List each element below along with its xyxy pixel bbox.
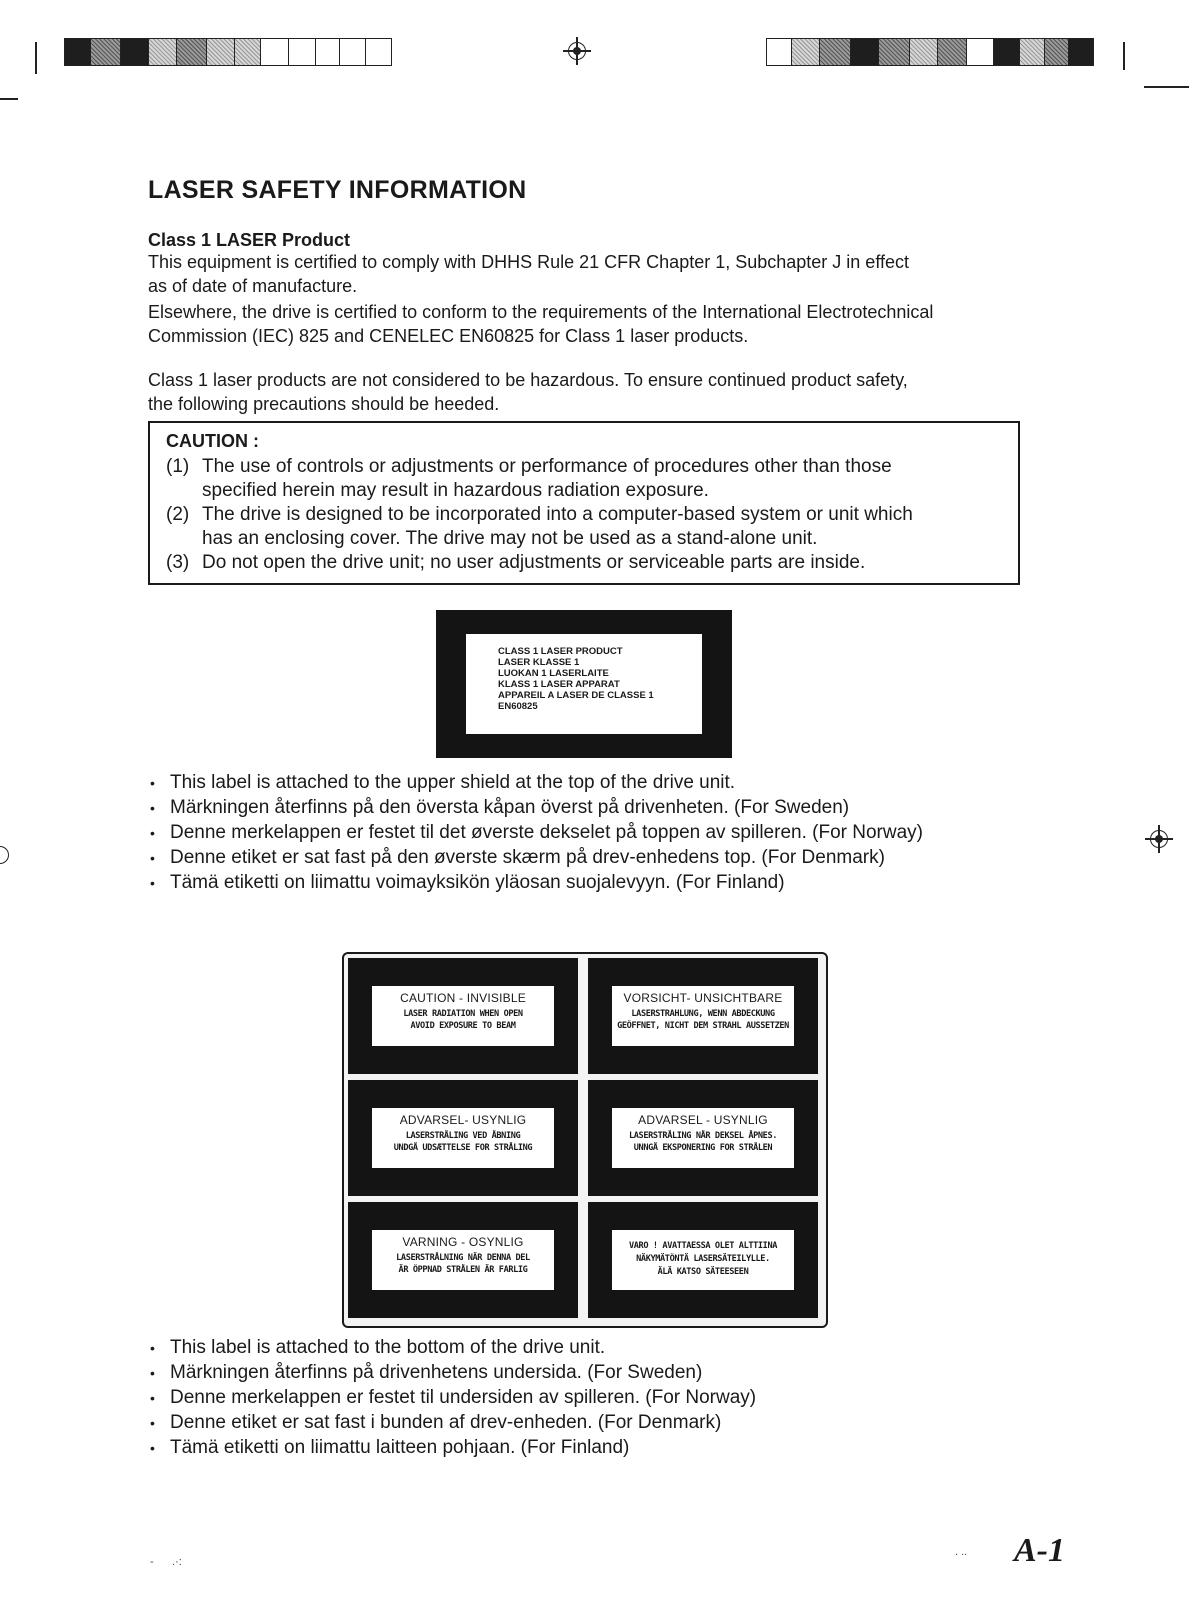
compliance-line: as of date of manufacture.	[148, 276, 358, 296]
color-bar-right	[766, 38, 1094, 66]
warning-label-danish	[348, 1080, 578, 1196]
top-label-notes	[148, 770, 1048, 895]
registration-target-icon	[568, 42, 586, 60]
hazard-line: Class 1 laser products are not considered to be hazardous. To ensure continued product safety,	[148, 370, 908, 390]
scan-specks: . ..	[955, 1546, 968, 1558]
half-target-icon	[0, 846, 9, 864]
warning-label-english	[348, 958, 578, 1074]
warning-line: LASERSTRÅLING NÅR DEKSEL ÅPNES.	[629, 1131, 777, 1141]
list-item: • Denne etiket er sat fast på den øverste skærm på drev-enhedens top. (For Denmark)	[150, 847, 885, 868]
crop-mark-right-vertical	[1123, 42, 1125, 70]
caution-item	[166, 455, 996, 503]
warning-label-german	[588, 958, 818, 1074]
label-line: KLASS 1 LASER APPARAT	[498, 679, 620, 690]
caution-item	[166, 503, 996, 551]
warning-line: NÄKYMÄTÖNTÄ LASERSÄTEILYLLE.	[636, 1254, 770, 1264]
warning-line: LASERSTRÅLNING NÄR DENNA DEL	[396, 1253, 530, 1263]
warning-label-panel	[342, 952, 828, 1328]
warning-line: VARNING - OSYNLIG	[402, 1236, 524, 1248]
hazard-paragraph	[148, 368, 1028, 416]
warning-line: VARO ! AVATTAESSA OLET ALTTIINA	[629, 1241, 777, 1251]
warning-line: UNNGÅ EKSPONERING FOR STRÅLEN	[633, 1143, 773, 1153]
list-item: • Märkningen återfinns på drivenhetens undersida. (For Sweden)	[150, 1362, 703, 1383]
warning-label-swedish	[348, 1202, 578, 1318]
compliance-paragraph	[148, 250, 1028, 298]
caution-title: CAUTION :	[166, 431, 259, 451]
list-item: • Denne merkelappen er festet til det øverste dekselet på toppen av spilleren. (For Norway)	[150, 822, 923, 843]
class1-heading: Class 1 LASER Product	[148, 230, 351, 250]
list-item: • This label is attached to the bottom of the drive unit.	[150, 1337, 606, 1358]
caution-item-line: has an enclosing cover. The drive may not be used as a stand-alone unit.	[202, 528, 818, 549]
label-line: LUOKAN 1 LASERLAITE	[498, 668, 609, 679]
crop-mark-left-vertical	[35, 42, 37, 74]
crop-mark-left-horizontal	[0, 98, 18, 100]
iec-line: Commission (IEC) 825 and CENELEC EN60825 for Class 1 laser products.	[148, 326, 749, 346]
list-item: • Denne merkelappen er festet til undersiden av spilleren. (For Norway)	[150, 1387, 757, 1408]
caution-item-line: The drive is designed to be incorporated into a computer-based system or unit which	[202, 504, 913, 525]
class1-label-plate	[466, 634, 702, 734]
registration-target-icon	[1150, 830, 1168, 848]
list-item: • Tämä etiketti on liimattu laitteen pohjaan. (For Finland)	[150, 1437, 630, 1458]
label-line: EN60825	[498, 701, 538, 712]
label-line: LASER KLASSE 1	[498, 657, 580, 668]
warning-line: ÄR ÖPPNAD STRÅLEN ÄR FARLIG	[398, 1265, 528, 1275]
page-title: LASER SAFETY INFORMATION	[148, 176, 527, 204]
iec-line: Elsewhere, the drive is certified to conform to the requirements of the International Electrotechnical	[148, 302, 934, 322]
caution-item-line: specified herein may result in hazardous radiation exposure.	[202, 480, 709, 501]
warning-label-norwegian	[588, 1080, 818, 1196]
iec-paragraph	[148, 300, 1028, 348]
page-number: A-1	[1014, 1532, 1065, 1569]
caution-item	[166, 551, 996, 575]
warning-line: LASERSTRAHLUNG, WENN ABDECKUNG	[631, 1009, 775, 1019]
list-item: • Tämä etiketti on liimattu voimayksikön yläosan suojalevyyn. (For Finland)	[150, 872, 785, 893]
label-line: CLASS 1 LASER PRODUCT	[498, 646, 623, 657]
caution-item-number: (3)	[166, 552, 190, 573]
list-item: • This label is attached to the upper shield at the top of the drive unit.	[150, 772, 736, 793]
warning-line: ADVARSEL- USYNLIG	[399, 1114, 527, 1126]
warning-label-finnish	[588, 1202, 818, 1318]
warning-line: LASER RADIATION WHEN OPEN	[403, 1009, 523, 1019]
bottom-label-notes	[148, 1335, 1048, 1460]
caution-item-line: The use of controls or adjustments or performance of procedures other than those	[202, 456, 892, 477]
list-item: • Denne etiket er sat fast i bunden af drev-enheden. (For Denmark)	[150, 1412, 722, 1433]
hazard-line: the following precautions should be heeded.	[148, 394, 500, 414]
class1-product-label	[436, 610, 732, 758]
warning-line: VORSICHT- UNSICHTBARE	[623, 992, 783, 1004]
warning-line: AVOID EXPOSURE TO BEAM	[410, 1021, 516, 1031]
scan-specks: - .·:	[150, 1556, 182, 1568]
label-line: APPAREIL A LASER DE CLASSE 1	[498, 690, 654, 701]
caution-item-number: (1)	[166, 456, 190, 477]
warning-line: LASERSTRÅLING VED ÅBNING	[405, 1131, 521, 1141]
list-item: • Märkningen återfinns på den översta kåpan överst på drivenheten. (For Sweden)	[150, 797, 850, 818]
caution-item-line: Do not open the drive unit; no user adjustments or serviceable parts are inside.	[202, 552, 866, 573]
warning-line: ÄLÄ KATSO SÄTEESEEN	[657, 1267, 749, 1277]
compliance-line: This equipment is certified to comply with DHHS Rule 21 CFR Chapter 1, Subchapter J in effect	[148, 252, 910, 272]
color-bar-left	[64, 38, 392, 66]
caution-box	[148, 421, 1020, 585]
warning-line: ADVARSEL - USYNLIG	[638, 1114, 768, 1126]
crop-mark-right-horizontal	[1144, 86, 1189, 88]
warning-line: CAUTION - INVISIBLE	[400, 992, 526, 1004]
warning-line: GEÖFFNET, NICHT DEM STRAHL AUSSETZEN	[617, 1021, 789, 1031]
caution-item-number: (2)	[166, 504, 190, 525]
warning-line: UNDGÅ UDSÆTTELSE FOR STRÅLING	[393, 1143, 533, 1153]
